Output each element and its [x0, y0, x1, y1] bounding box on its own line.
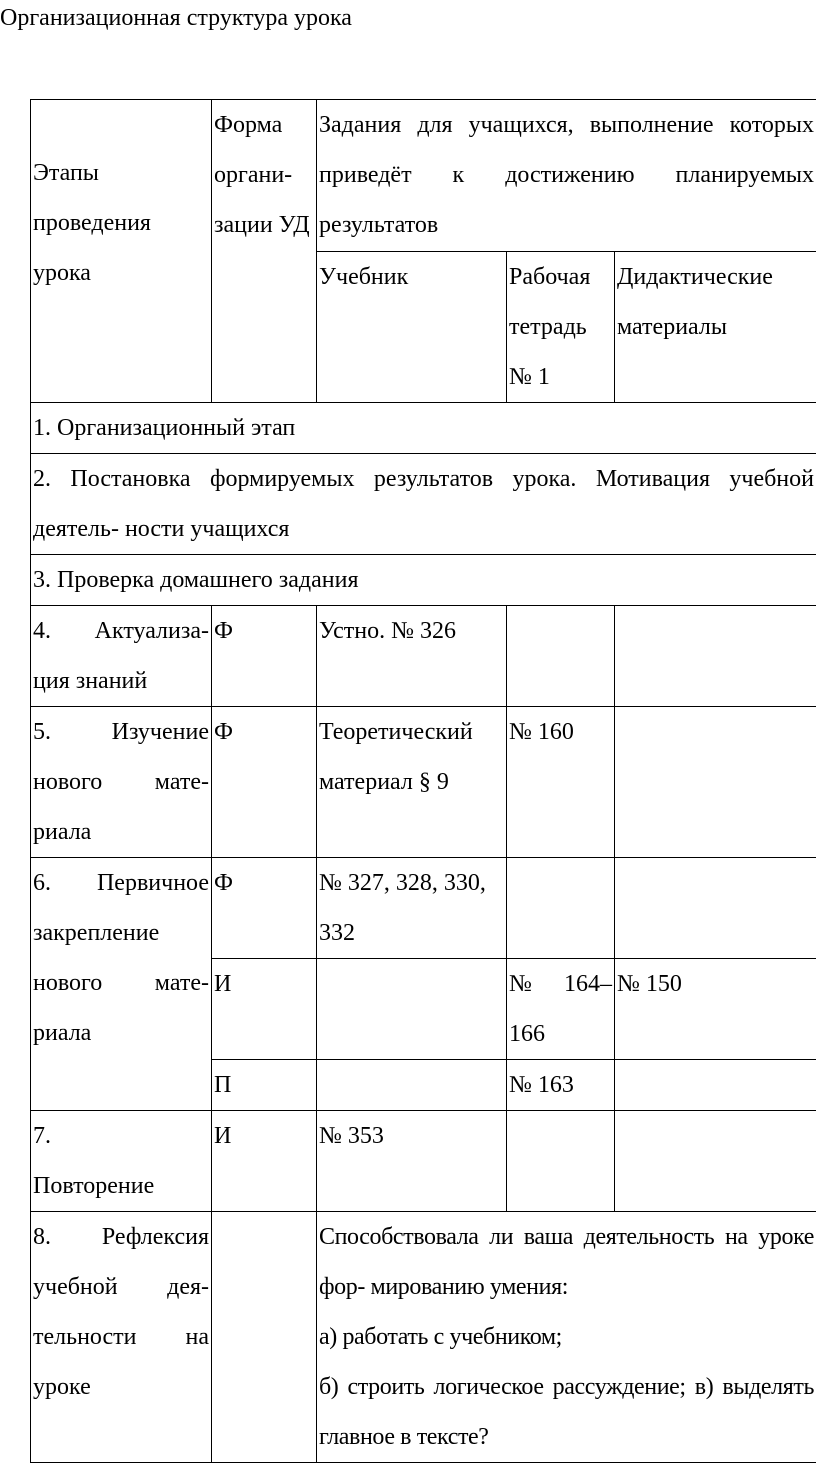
- stage-cell: 8. Рефлексия учебной дея- тельности на уроке: [31, 1212, 212, 1463]
- reflection-option-bc: б) строить логическое рассуждение; в) выделять главное в тексте?: [319, 1374, 814, 1450]
- page-title: Организационная структура урока: [0, 5, 352, 31]
- textbook-cell: № 353: [317, 1111, 507, 1212]
- section-homework-check: 3. Проверка домашнего задания: [31, 555, 816, 606]
- didactic-cell: № 150: [615, 959, 816, 1060]
- workbook-cell: № 163: [507, 1060, 615, 1111]
- form-cell: П: [212, 1060, 317, 1111]
- reflection-questions: [317, 1212, 816, 1463]
- section-row-2: [31, 454, 816, 555]
- header-workbook: Рабочая тетрадь № 1: [507, 252, 615, 403]
- didactic-cell: [615, 1060, 816, 1111]
- textbook-cell: Устно. № 326: [317, 606, 507, 707]
- section-motivation: 2. Постановка формируемых результатов урока. Мотивация учебной деятель- ности учащихся: [31, 454, 816, 555]
- didactic-cell: [615, 858, 816, 959]
- didactic-cell: [615, 707, 816, 858]
- didactic-cell: [615, 1111, 816, 1212]
- header-form: Форма органи- зации УД: [212, 100, 317, 403]
- textbook-cell: [317, 1060, 507, 1111]
- table-row: [31, 1212, 816, 1463]
- header-stages: Этапы проведения урока: [31, 100, 212, 403]
- section-row-1: [31, 403, 816, 454]
- table-row: [31, 707, 816, 858]
- workbook-cell: [507, 858, 615, 959]
- header-didactic: Дидактические материалы: [615, 252, 816, 403]
- textbook-cell: [317, 959, 507, 1060]
- header-tasks: Задания для учащихся, выполнение которых приведёт к достижению планируемых результатов: [317, 100, 816, 252]
- didactic-cell: [615, 606, 816, 707]
- header-row-1: [31, 100, 816, 252]
- workbook-cell: [507, 606, 615, 707]
- stage-cell: 4. Актуализа- ция знаний: [31, 606, 212, 707]
- textbook-cell: Теоретический материал § 9: [317, 707, 507, 858]
- form-cell: [212, 1212, 317, 1463]
- reflection-option-a: а) работать с учебником;: [319, 1324, 562, 1350]
- reflection-question: Способствовала ли ваша деятельность на уроке фор- мированию умения:: [319, 1224, 814, 1300]
- table-row: [31, 858, 816, 959]
- table-row: [31, 1111, 816, 1212]
- form-cell: И: [212, 1111, 317, 1212]
- workbook-cell: № 160: [507, 707, 615, 858]
- stage-cell: 5. Изучение нового мате- риала: [31, 707, 212, 858]
- stage-cell: 6. Первичное закрепление нового мате- риала: [31, 858, 212, 1111]
- lesson-structure-table: [30, 99, 816, 1463]
- workbook-cell: № 164–166: [507, 959, 615, 1060]
- section-row-3: [31, 555, 816, 606]
- section-organizational: 1. Организационный этап: [31, 403, 816, 454]
- table-row: [31, 606, 816, 707]
- form-cell: Ф: [212, 707, 317, 858]
- stage-cell: 7. Повторение: [31, 1111, 212, 1212]
- form-cell: Ф: [212, 858, 317, 959]
- textbook-cell: № 327, 328, 330, 332: [317, 858, 507, 959]
- form-cell: И: [212, 959, 317, 1060]
- form-cell: Ф: [212, 606, 317, 707]
- header-textbook: Учебник: [317, 252, 507, 403]
- workbook-cell: [507, 1111, 615, 1212]
